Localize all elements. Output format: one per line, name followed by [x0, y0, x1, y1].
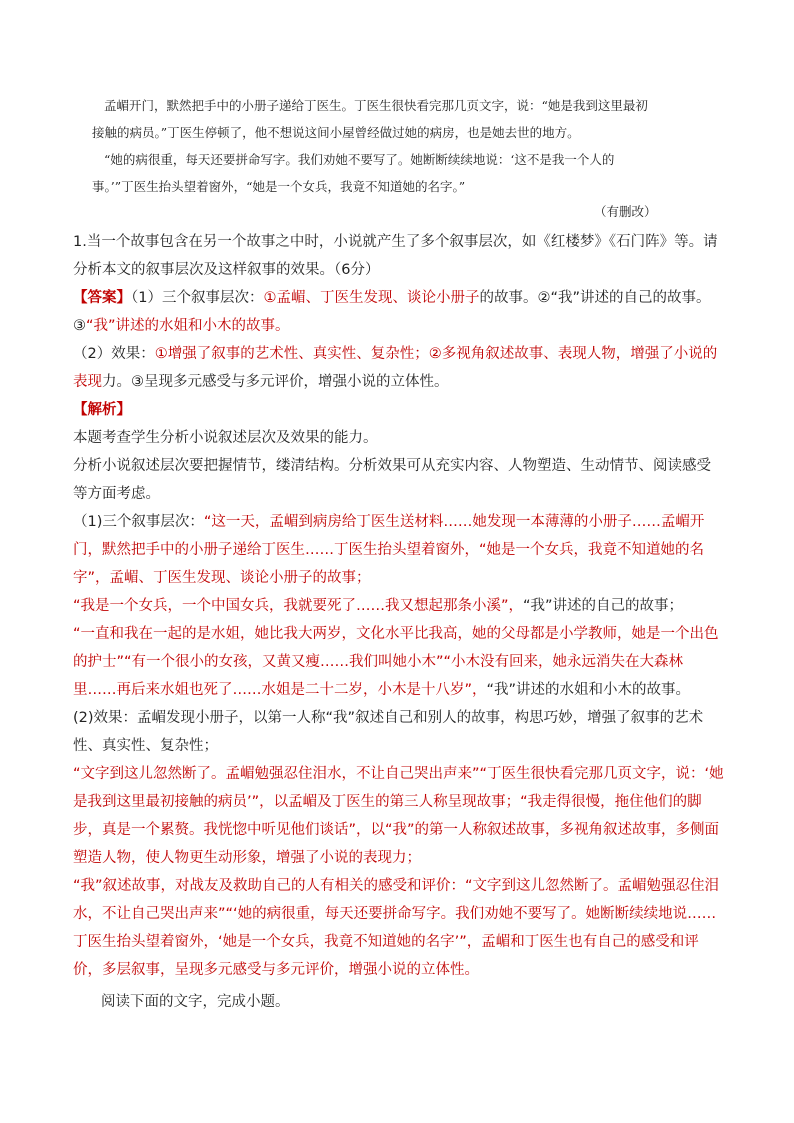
story-excerpt: [92, 92, 732, 200]
final-instruction: 阅读下面的文字，完成小题。: [101, 994, 290, 1010]
answer-1-prefix: （1）三个叙事层次：: [131, 290, 264, 306]
question-block: [73, 228, 725, 284]
analysis-s1-red: “这一天，孟嵋到病房给丁医生送材料……她发现一本薄薄的小册子……孟嵋开门，默然把手中的小册子递给丁医生……丁医生抬头望着窗外，“她是一个女兵，我竟不知道她的名字”，孟嵋、丁医生发现、谈论小册子的故事；: [73, 514, 705, 586]
story-line: 孟嵋开门，默然把手中的小册子递给丁医生。丁医生很快看完那几页文字，说：“她是我到这里最初: [104, 98, 648, 113]
answer-1-mid: 的故事。②“我”讲述的自己的故事。③: [73, 290, 711, 334]
question-text: 1.当一个故事包含在另一个故事之中时，小说就产生了多个叙事层次，如《红楼梦》《石门阵》等。请分析本文的叙事层次及这样叙事的效果。（6分）: [73, 234, 718, 278]
analysis-line: 分析小说叙述层次要把握情节，缕清结构。分析效果可从充实内容、人物塑造、生动情节、阅读感受等方面考虑。: [73, 458, 711, 502]
analysis-s3-red: “一直和我在一起的是水姐，她比我大两岁，文化水平比我高，她的父母都是小学教师，她是一个出色的护士”“有一个很小的女孩，又黄又瘦……我们叫她小木”“小木没有回来，她永远消失在大森林里……再后来水姐也死了……水姐是二十二岁，小木是十八岁”，: [73, 626, 719, 698]
analysis-s3-rest: “我”讲述的水姐和小木的故事。: [486, 682, 691, 698]
answer-2-prefix: （2）效果：: [73, 346, 155, 362]
analysis-s2-red: “我是一个女兵，一个中国女兵，我就要死了……我又想起那条小溪”，: [73, 598, 524, 614]
answer-2-red: ①增强了叙事的艺术性、真实性、复杂性；②多视角叙述故事、表现人物，增强了小说的表现: [73, 346, 718, 390]
story-line: 接触的病员。”丁医生停顿了，他不想说这间小屋曾经做过她的病房，也是她去世的地方。: [92, 125, 580, 140]
answer-block: [73, 284, 725, 396]
analysis-effect-3: “我”叙述故事，对战友及救助自己的人有相关的感受和评价：“文字到这儿忽然断了。孟嵋勉强忍住泪水，不让自己哭出声来”“‘她的病很重，每天还要拼命写字。我们劝她不要写了。她断断续续地说……丁医生抬头望着窗外，‘她是一个女兵，我竟不知道她的名字’”，孟嵋和丁医生也有自己的感受和评价，多层叙事，呈现多元感受与多元评价，增强小说的立体性。: [73, 878, 720, 978]
answer-1-red: ①孟嵋、丁医生发现、谈论小册子: [263, 290, 480, 306]
analysis-tag: 【解析】: [73, 402, 131, 418]
story-line: 事。’”丁医生抬头望着窗外，“她是一个女兵，我竟不知道她的名字。”: [92, 179, 466, 194]
answer-tag: 【答案】: [73, 290, 131, 306]
analysis-block: [73, 396, 725, 984]
analysis-s1-prefix: （1)三个叙事层次：: [73, 514, 204, 530]
source-note: （有删改）: [594, 204, 657, 219]
analysis-effect-prefix: (2)效果：: [73, 710, 138, 726]
analysis-s2-rest: “我”讲述的自己的故事；: [523, 598, 684, 614]
analysis-effect-text: 孟嵋发现小册子，以第一人称“我”叙述自己和别人的故事，构思巧妙，增强了叙事的艺术性、真实性、复杂性；: [73, 710, 704, 754]
analysis-line: 本题考查学生分析小说叙述层次及效果的能力。: [73, 430, 378, 446]
answer-1-red-2: “我”讲述的水姐和小木的故事。: [86, 318, 290, 334]
story-line: “她的病很重，每天还要拼命写字。我们劝她不要写了。她断断续续地说：‘这不是我一个人的: [104, 152, 615, 167]
analysis-effect-2: “文字到这儿忽然断了。孟嵋勉强忍住泪水，不让自己哭出声来”“丁医生很快看完那几页文字，说：‘她是我到这里最初接触的病员’”，以孟嵋及丁医生的第三人称呈现故事；“我走得很慢，拖住他们的脚步，真是一个累赘。我恍惚中听见他们谈话”，以“我”的第一人称叙述故事，多视角叙述故事，多侧面塑造人物，使人物更生动形象，增强了小说的表现力；: [73, 766, 724, 866]
answer-2-rest: 力。③呈现多元感受与多元评价，增强小说的立体性。: [102, 374, 449, 390]
